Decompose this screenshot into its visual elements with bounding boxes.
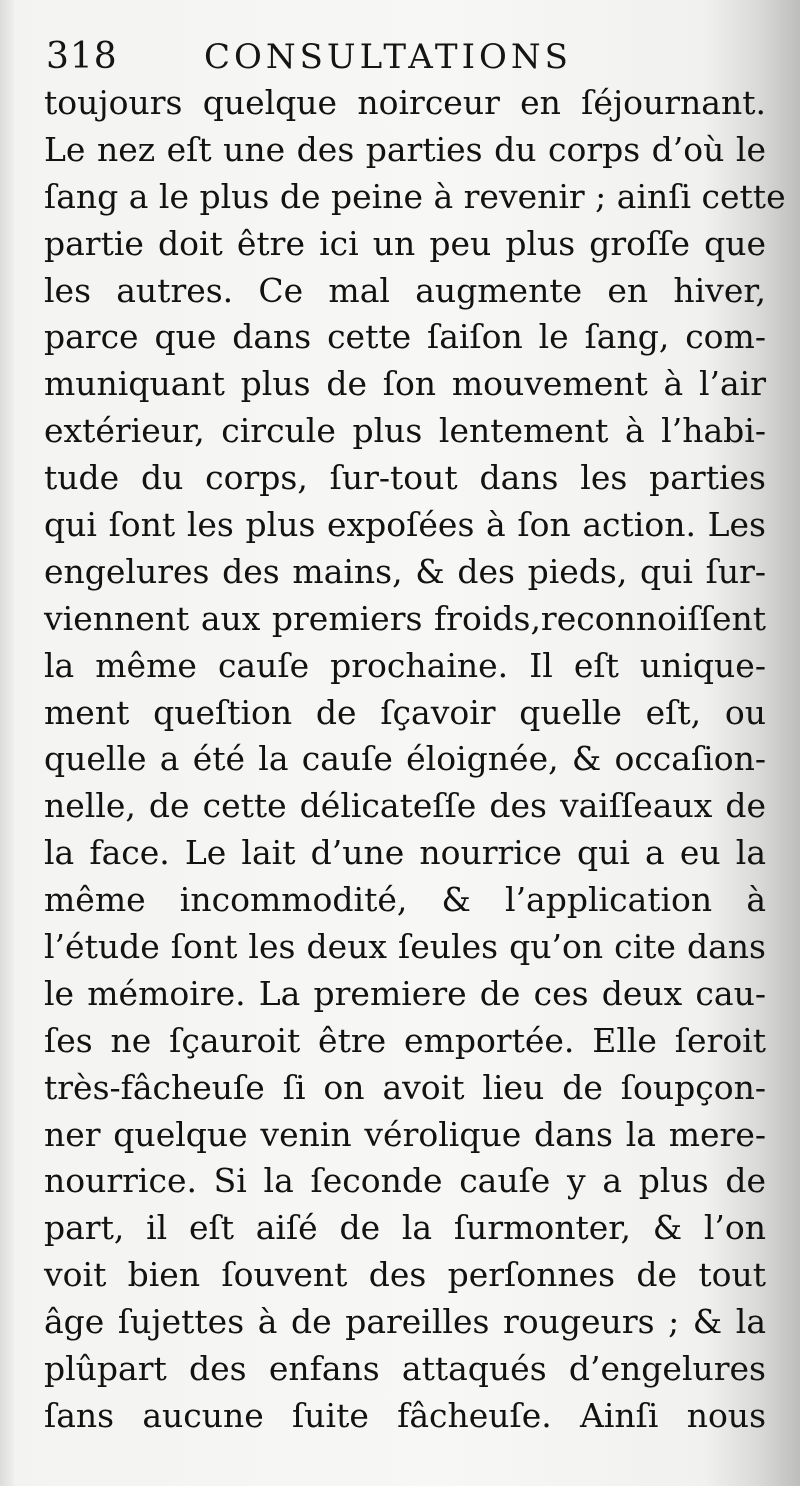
text-line: l’étude ſont les deux ſeules qu’on cite dans xyxy=(44,927,766,967)
text-line: qui ſont les plus expoſées à ſon action. Les xyxy=(44,505,766,545)
text-line: ſes ne ſçauroit être emportée. Elle ſeroit xyxy=(44,1020,766,1060)
page-number: 318 xyxy=(46,36,118,77)
text-line: toujours quelque noirceur en ſéjournant. xyxy=(44,83,766,122)
text-line: même incommodité, & l’application à xyxy=(44,880,766,920)
text-line: ſang a le plus de peine à revenir ; ainſi cette xyxy=(44,176,786,216)
text-line: part, il eſt aiſé de la ſurmonter, & l’on xyxy=(44,1208,766,1248)
text-line: engelures des mains, & des pieds, qui ſur- xyxy=(44,551,766,591)
text-line: le mémoire. La premiere de ces deux cau- xyxy=(44,973,766,1013)
text-line: plûpart des enfans attaqués d’engelures xyxy=(44,1349,766,1389)
text-line: les autres. Ce mal augmente en hiver, xyxy=(44,270,766,310)
text-line: voit bien ſouvent des perſonnes de tout xyxy=(44,1255,766,1295)
text-line: nourrice. Si la ſeconde cauſe y a plus de xyxy=(44,1161,766,1201)
text-line: ner quelque venin vérolique dans la mere- xyxy=(44,1114,766,1154)
text-line: extérieur, circule plus lentement à l’habi- xyxy=(44,411,766,451)
text-line: âge ſujettes à de pareilles rougeurs ; & la xyxy=(44,1302,766,1342)
text-line: ſans aucune ſuite fâcheuſe. Ainſi nous xyxy=(44,1395,766,1435)
text-line: quelle a été la cauſe éloignée, & occaſion- xyxy=(44,739,766,779)
body-text xyxy=(44,80,786,1440)
page-header xyxy=(46,32,766,82)
text-line: parce que dans cette ſaiſon le ſang, com- xyxy=(44,317,766,357)
text-line: tude du corps, ſur-tout dans les parties xyxy=(44,458,766,498)
text-line: très-fâcheuſe ſi on avoit lieu de ſoupçon- xyxy=(44,1067,766,1107)
text-line: ment queſtion de ſçavoir quelle eſt, ou xyxy=(44,692,766,732)
text-line: partie doit être ici un peu plus groſſe que xyxy=(44,223,766,263)
text-line: Le nez eſt une des parties du corps d’où le xyxy=(44,129,766,169)
text-line: nelle, de cette délicateſſe des vaiſſeaux de xyxy=(44,786,766,826)
running-head: CONSULTATIONS xyxy=(204,37,572,77)
text-line: viennent aux premiers froids,reconnoiſſent xyxy=(44,598,766,638)
text-line: la même cauſe prochaine. Il eſt unique- xyxy=(44,645,766,685)
text-line: muniquant plus de ſon mouvement à l’air xyxy=(44,364,766,404)
text-line: la face. Le lait d’une nourrice qui a eu la xyxy=(44,833,766,873)
